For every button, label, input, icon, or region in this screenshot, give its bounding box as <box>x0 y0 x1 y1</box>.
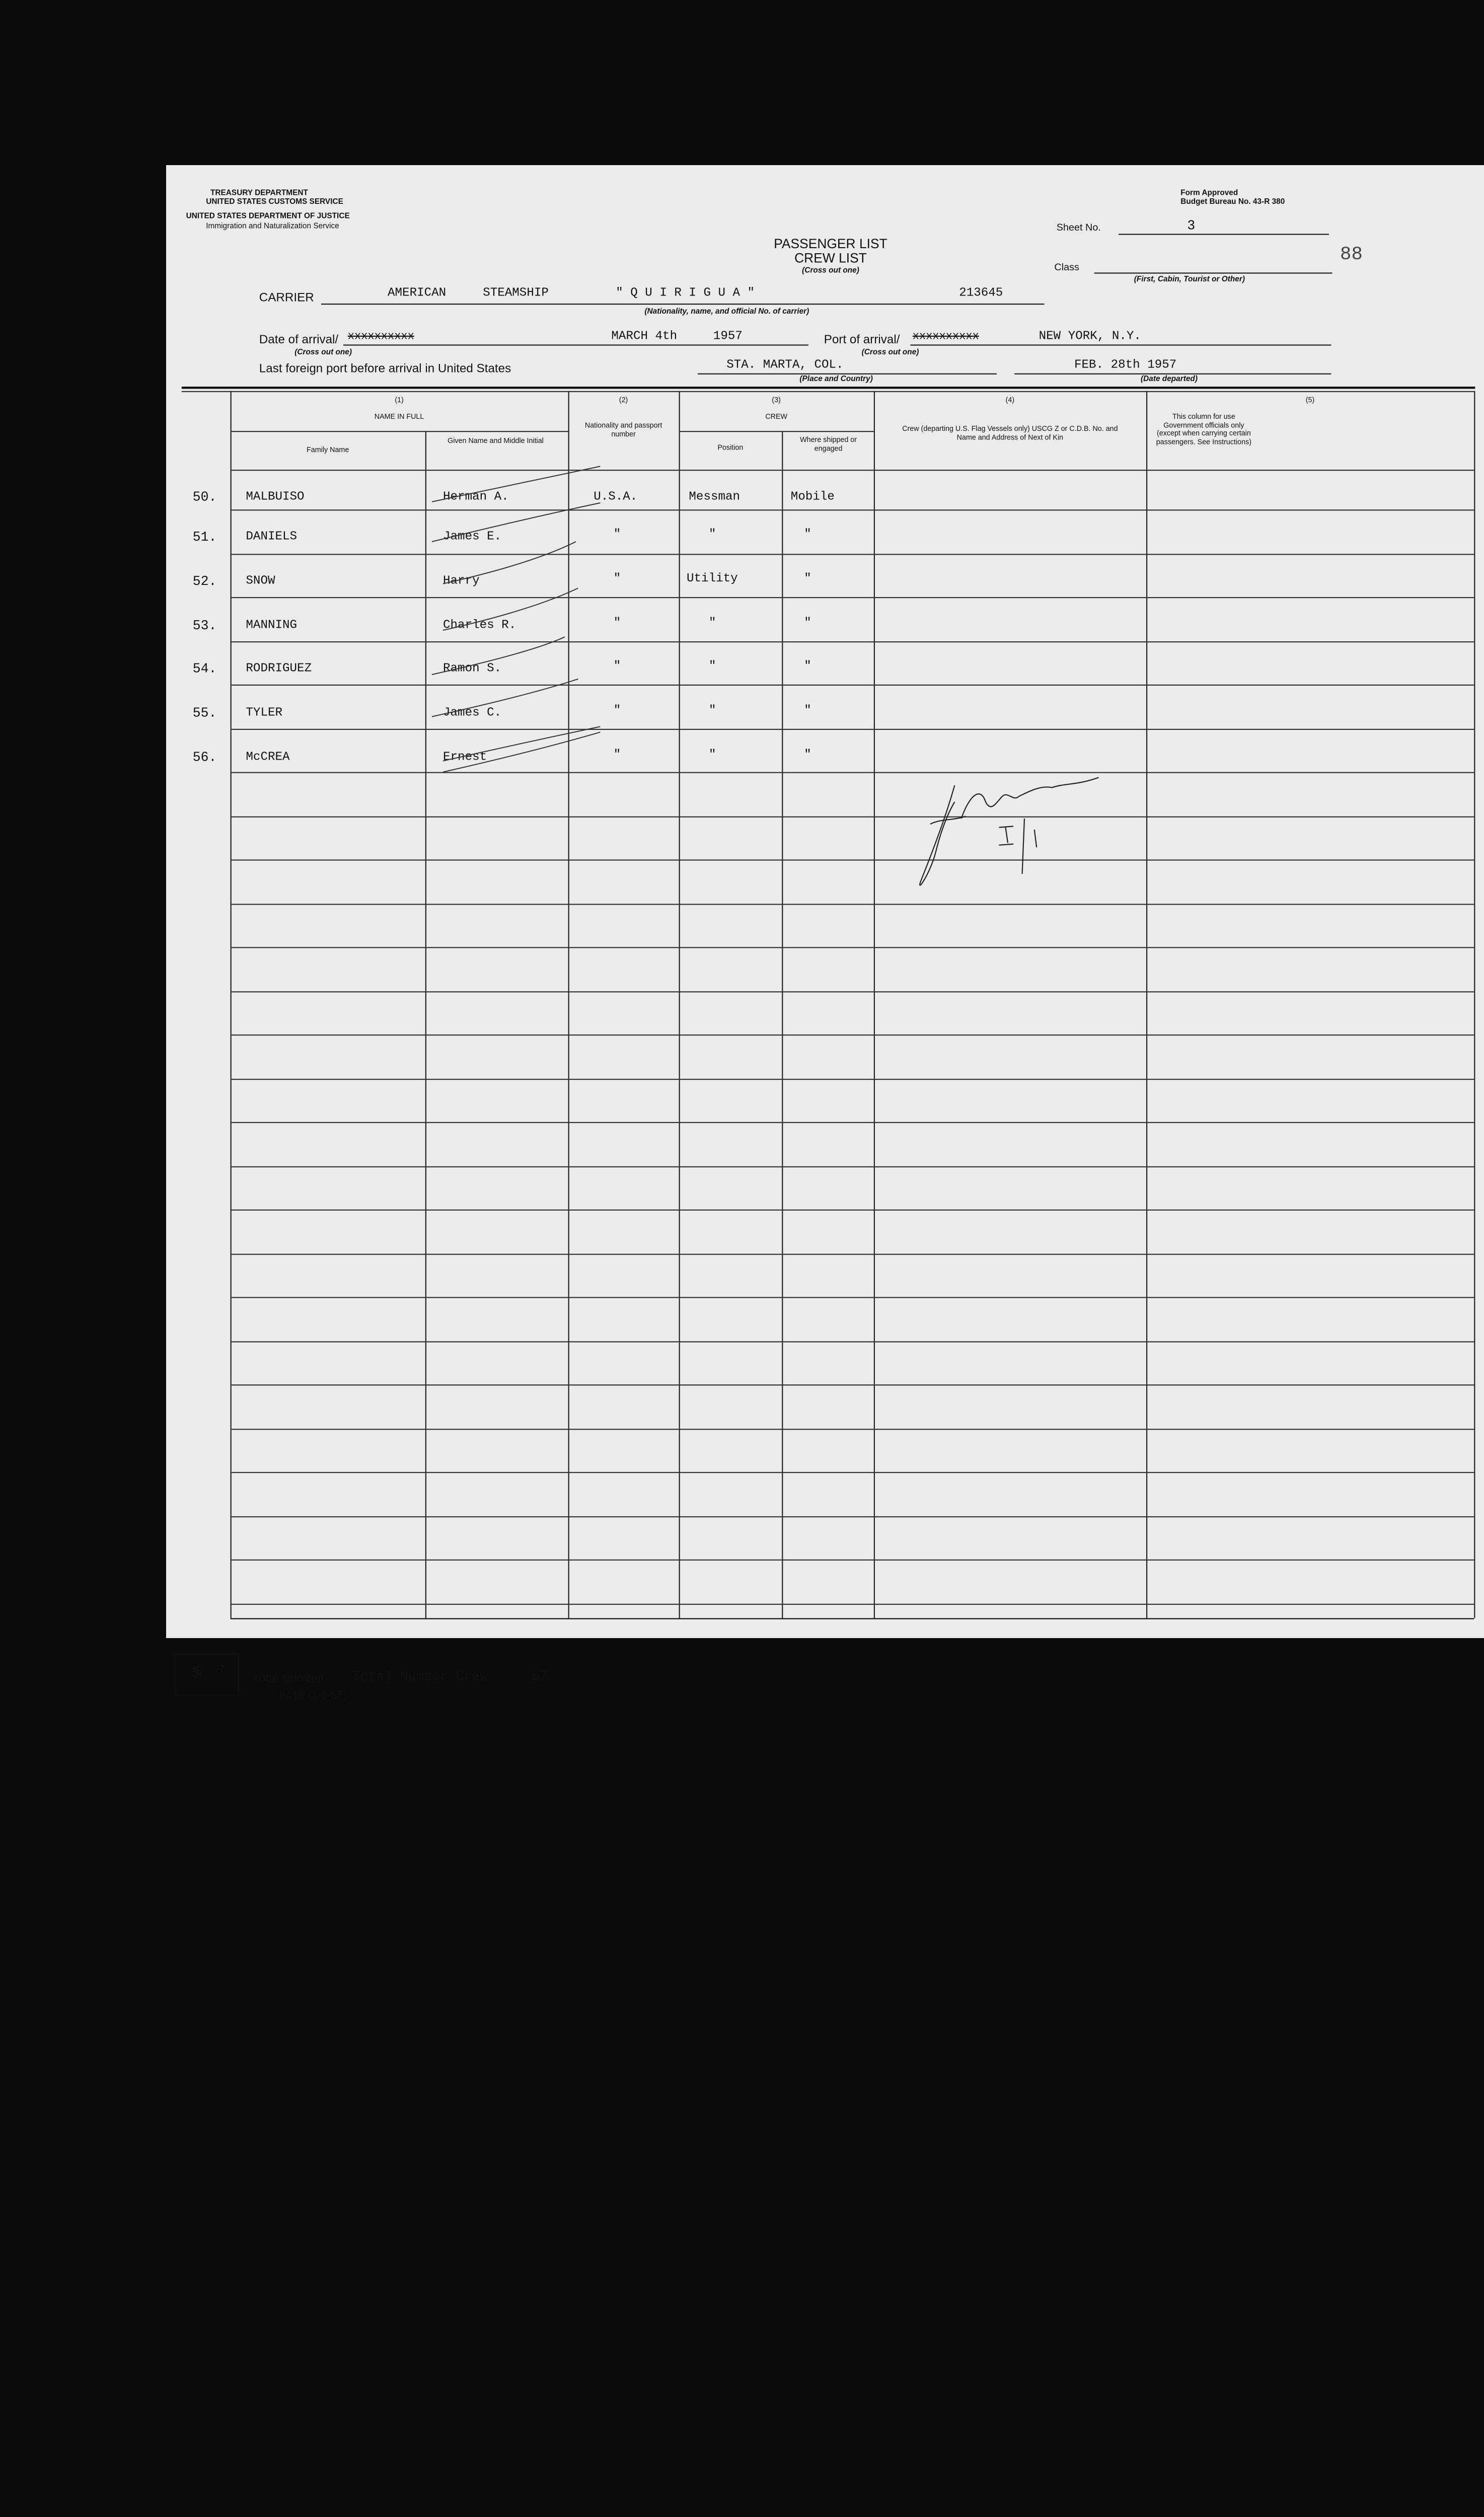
date-arrival-monthday: MARCH 4th <box>611 330 678 344</box>
col-crew-info: Crew (departing U.S. Flag Vessels only) USCG Z or C.D.B. No. and Name and Address of Next of Kin <box>902 425 1118 441</box>
nationality-cell: " <box>613 749 621 762</box>
carrier-label: CARRIER <box>259 291 314 305</box>
row-number: 53. <box>192 618 217 634</box>
page-number: 88 <box>1340 245 1363 266</box>
ins-service: Immigration and Naturalization Service <box>206 223 339 231</box>
pen-stroke <box>432 679 578 717</box>
given-name-cell: Harry <box>443 575 480 588</box>
family-name-cell: TYLER <box>246 706 283 720</box>
handwritten-marks <box>166 165 1484 940</box>
carrier-note: (Nationality, name, and official No. of carrier) <box>644 308 809 316</box>
position-cell: Utility <box>687 572 738 586</box>
pen-stroke <box>443 542 576 584</box>
where-cell: Mobile <box>790 490 835 504</box>
row-separator <box>231 1516 1474 1517</box>
date-arrival-note: (Cross out one) <box>294 349 352 357</box>
table-bottom-line <box>231 1618 1474 1619</box>
carrier-official-no: 213645 <box>959 287 1003 301</box>
treasury-dept: TREASURY DEPARTMENT <box>210 189 308 197</box>
row-separator <box>231 947 1474 948</box>
departed-value: FEB. 28th 1957 <box>1074 359 1177 373</box>
row-number: 51. <box>192 529 217 545</box>
col3-number: (3) <box>772 396 781 405</box>
port-arrival-struck: xxxxxxxxxx <box>912 331 979 344</box>
pen-stroke <box>443 732 600 772</box>
family-name-cell: MALBUISO <box>246 490 305 504</box>
row-separator <box>231 1254 1474 1255</box>
total-number-label: Total Number <box>252 1672 325 1686</box>
col1-title: NAME IN FULL <box>374 413 424 421</box>
row-number: 52. <box>192 573 217 589</box>
nationality-cell: " <box>613 617 621 630</box>
given-name-cell: Ramon S. <box>443 662 502 676</box>
row-separator <box>231 1472 1474 1473</box>
pen-stroke <box>432 466 600 501</box>
form-number: I-418 (1-1-57) <box>279 1690 347 1702</box>
row-separator <box>231 1034 1474 1035</box>
row-separator <box>231 1604 1474 1605</box>
col-government: This column for use Government officials only (except when carrying certain passengers. See Instructions) <box>1156 413 1251 446</box>
total-box <box>175 1654 240 1696</box>
total-box-mark: ≸ <box>190 1663 204 1681</box>
class-note: (First, Cabin, Tourist or Other) <box>1134 276 1245 284</box>
pen-stroke <box>443 588 578 633</box>
nationality-cell: " <box>613 572 621 586</box>
port-arrival-label: Port of arrival/ <box>824 333 900 347</box>
nationality-cell: " <box>613 528 621 542</box>
position-cell: Messman <box>689 490 740 504</box>
family-name-cell: DANIELS <box>246 531 298 544</box>
date-arrival-struck: xxxxxxxxxx <box>347 331 414 344</box>
sheet-value: 3 <box>1187 218 1196 234</box>
col1-number: (1) <box>395 396 404 405</box>
form-approved: Form Approved <box>1180 189 1238 197</box>
total-box-value: 7 <box>217 1662 226 1679</box>
title-passenger-list: PASSENGER LIST <box>774 236 887 252</box>
position-cell: " <box>709 528 716 542</box>
col-where-shipped: Where shipped or engaged <box>800 436 857 453</box>
where-cell: " <box>804 528 811 542</box>
row-number: 50. <box>192 489 217 505</box>
row-number: 56. <box>192 750 217 766</box>
total-crew-label: Total Number Crew <box>352 1669 488 1685</box>
total-crew-value: 57 <box>532 1669 548 1685</box>
class-label: Class <box>1054 261 1079 273</box>
col5-number: (5) <box>1305 396 1315 405</box>
row-number: 54. <box>192 661 217 677</box>
given-name-cell: Herman A. <box>443 490 509 504</box>
row-separator <box>231 1210 1474 1211</box>
row-separator <box>231 1384 1474 1385</box>
where-cell: " <box>804 704 811 718</box>
row-separator <box>231 1079 1474 1080</box>
date-arrival-label: Date of arrival/ <box>259 333 339 347</box>
last-port-label: Last foreign port before arrival in United States <box>259 362 511 376</box>
row-separator <box>231 1166 1474 1167</box>
given-name-cell: James C. <box>443 706 502 720</box>
carrier-nationality: AMERICAN <box>388 287 447 301</box>
position-cell: " <box>709 617 716 630</box>
row-separator <box>231 1560 1474 1561</box>
port-arrival-note: (Cross out one) <box>861 349 919 357</box>
position-cell: " <box>709 704 716 718</box>
departed-note: (Date departed) <box>1141 376 1198 384</box>
position-cell: " <box>709 749 716 762</box>
col-position: Position <box>717 444 744 452</box>
position-cell: " <box>709 660 716 674</box>
title-note: (Cross out one) <box>802 267 859 275</box>
sheet-label: Sheet No. <box>1056 221 1101 233</box>
family-name-cell: McCREA <box>246 751 290 765</box>
date-arrival-year: 1957 <box>713 330 743 344</box>
justice-dept: UNITED STATES DEPARTMENT OF JUSTICE <box>186 212 350 220</box>
row-separator <box>231 1341 1474 1342</box>
row-number: 55. <box>192 705 217 721</box>
family-name-cell: RODRIGUEZ <box>246 662 312 676</box>
given-name-cell: James E. <box>443 531 502 544</box>
family-name-cell: MANNING <box>246 619 298 633</box>
carrier-name: " Q U I R I G U A " <box>616 287 755 301</box>
row-separator <box>231 1297 1474 1298</box>
title-crew-list: CREW LIST <box>794 250 867 266</box>
where-cell: " <box>804 660 811 674</box>
given-name-cell: Ernest <box>443 751 487 765</box>
col4-number: (4) <box>1005 396 1015 405</box>
carrier-type: STEAMSHIP <box>483 287 549 301</box>
col-crew: CREW <box>765 413 788 421</box>
port-arrival-value: NEW YORK, N.Y. <box>1038 330 1141 344</box>
col-given-name: Given Name and Middle Initial <box>448 437 544 446</box>
pen-stroke <box>432 503 600 542</box>
document-page <box>166 165 1484 2517</box>
last-port-note: (Place and Country) <box>799 376 873 384</box>
where-cell: " <box>804 572 811 586</box>
where-cell: " <box>804 749 811 762</box>
given-name-cell: Charles R. <box>443 619 516 633</box>
row-separator <box>231 991 1474 992</box>
nationality-cell: " <box>613 704 621 718</box>
row-separator <box>231 1429 1474 1430</box>
pen-stroke <box>432 637 565 675</box>
last-port-value: STA. MARTA, COL. <box>726 359 844 373</box>
signature <box>920 778 1098 885</box>
where-cell: " <box>804 617 811 630</box>
nationality-cell: " <box>613 660 621 674</box>
customs-service: UNITED STATES CUSTOMS SERVICE <box>206 198 343 206</box>
budget-bureau: Budget Bureau No. 43-R 380 <box>1180 198 1285 206</box>
col-nationality: Nationality and passport number <box>584 422 662 438</box>
row-separator <box>231 1122 1474 1123</box>
nationality-cell: U.S.A. <box>593 490 638 504</box>
col2-number: (2) <box>619 396 628 405</box>
family-name-cell: SNOW <box>246 575 275 588</box>
col-family-name: Family Name <box>307 446 349 455</box>
pen-stroke <box>443 726 600 761</box>
